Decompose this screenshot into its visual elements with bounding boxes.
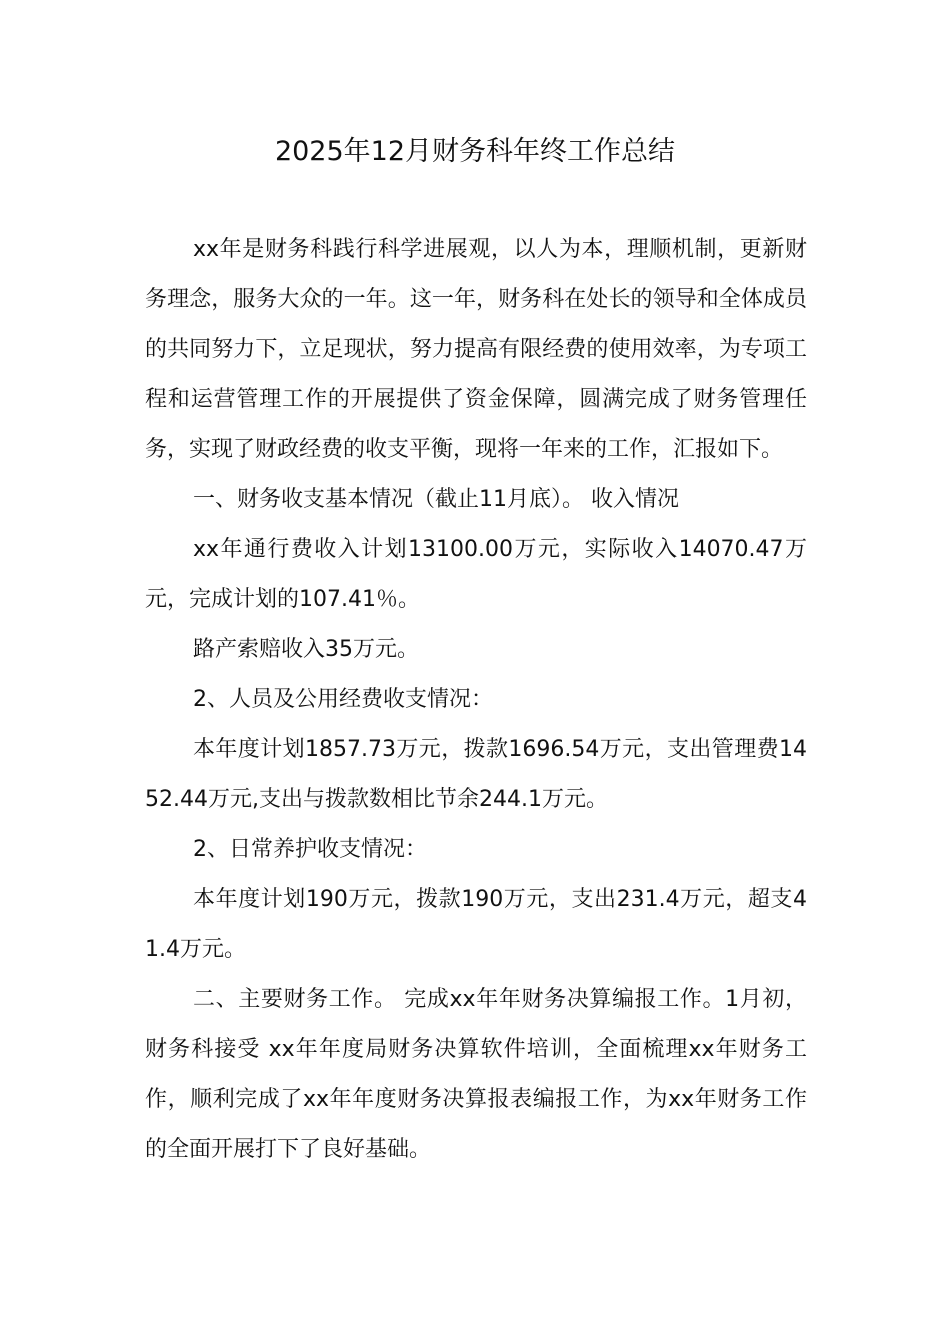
paragraph-toll-income: xx年通行费收入计划13100.00万元，实际收入14070.47万元，完成计划的107.41％。 [145, 537, 807, 612]
paragraph-personnel-heading: 2、人员及公用经费收支情况： [193, 687, 493, 712]
document-title: 2025年12月财务科年终工作总结 [274, 136, 676, 167]
paragraph-section-2: 二、主要财务工作。 完成xx年年财务决算编报工作。1月初，财务科接受 xx年年度局财务决算软件培训，全面梳理xx年财务工作，顺利完成了xx年年度财务决算报表编报工作，为xx年财务工作的全面开展打下了良好基础。 [145, 987, 807, 1162]
paragraph-intro: xx年是财务科践行科学进展观，以人为本，理顺机制，更新财务理念，服务大众的一年。这一年，财务科在处长的领导和全体成员的共同努力下，立足现状，努力提高有限经费的使用效率，为专项工程和运营管理工作的开展提供了资金保障，圆满完成了财务管理任务，实现了财政经费的收支平衡，现将一年来的工作，汇报如下。 [145, 237, 807, 462]
paragraph-road-claims: 路产索赔收入35万元。 [193, 637, 419, 662]
paragraph-personnel-detail: 本年度计划1857.73万元，拨款1696.54万元，支出管理费1452.44万元,支出与拨款数相比节余244.1万元。 [145, 737, 807, 812]
paragraph-maintenance-heading: 2、日常养护收支情况： [193, 837, 427, 862]
document-body [145, 225, 807, 1175]
paragraph-maintenance-detail: 本年度计划190万元，拨款190万元，支出231.4万元，超支41.4万元。 [145, 887, 807, 962]
paragraph-section-1-heading: 一、财务收支基本情况（截止11月底）。 收入情况 [193, 487, 679, 512]
